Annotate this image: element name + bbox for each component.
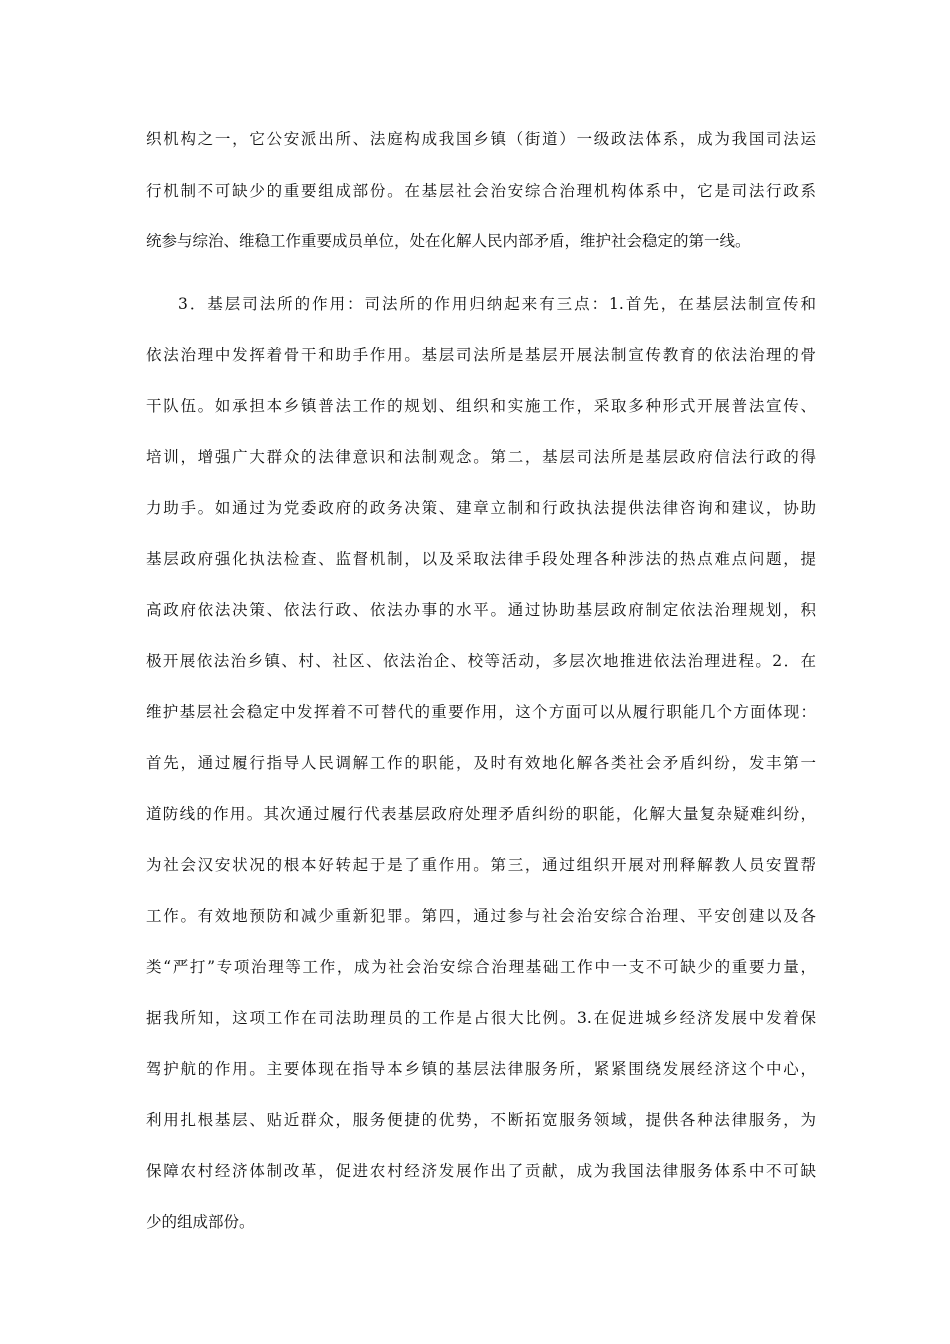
text-line: 高政府依法决策、依法行政、依法办事的水平。通过协助基层政府制定依法治理规划，积 bbox=[146, 601, 816, 619]
text-line: 培训，增强广大群众的法律意识和法制观念。第二，基层司法所是基层政府信法行政的得 bbox=[146, 448, 816, 466]
text-line: 维护基层社会稳定中发挥着不可替代的重要作用，这个方面可以从履行职能几个方面体现： bbox=[146, 703, 816, 721]
text-line: 行机制不可缺少的重要组成部份。在基层社会治安综合治理机构体系中，它是司法行政系 bbox=[146, 182, 816, 200]
text-line: 干队伍。如承担本乡镇普法工作的规划、组织和实施工作，采取多种形式开展普法宣传、 bbox=[146, 397, 816, 415]
text-line: 少的组成部份。 bbox=[146, 1213, 255, 1231]
text-line: 道防线的作用。其次通过履行代表基层政府处理矛盾纠纷的职能，化解大量复杂疑难纠纷， bbox=[146, 805, 816, 823]
text-line: 统参与综治、维稳工作重要成员单位，处在化解人民内部矛盾，维护社会稳定的第一线。 bbox=[146, 232, 751, 250]
text-line: 力助手。如通过为党委政府的政务决策、建章立制和行政执法提供法律咨询和建议，协助 bbox=[146, 499, 816, 517]
text-line: 极开展依法治乡镇、村、社区、依法治企、校等活动，多层次地推进依法治理进程。2．在 bbox=[146, 652, 816, 670]
text-line: 基层政府强化执法检查、监督机制，以及采取法律手段处理各种涉法的热点难点问题，提 bbox=[146, 550, 816, 568]
text-line: 利用扎根基层、贴近群众，服务便捷的优势，不断拓宽服务领域，提供各种法律服务，为 bbox=[146, 1111, 816, 1129]
text-line: 驾护航的作用。主要体现在指导本乡镇的基层法律服务所，紧紧围绕发展经济这个中心， bbox=[146, 1060, 816, 1078]
text-line: 工作。有效地预防和减少重新犯罪。第四，通过参与社会治安综合治理、平安创建以及各 bbox=[146, 907, 816, 925]
text-line: 据我所知，这项工作在司法助理员的工作是占很大比例。3.在促进城乡经济发展中发着保 bbox=[146, 1009, 816, 1027]
text-line: 类“严打”专项治理等工作，成为社会治安综合治理基础工作中一支不可缺少的重要力量， bbox=[146, 958, 816, 976]
text-line: 3．基层司法所的作用：司法所的作用归纳起来有三点：1.首先，在基层法制宣传和 bbox=[178, 295, 816, 313]
text-line: 保障农村经济体制改革，促进农村经济发展作出了贡献，成为我国法律服务体系中不可缺 bbox=[146, 1162, 816, 1180]
text-line: 首先，通过履行指导人民调解工作的职能，及时有效地化解各类社会矛盾纠纷，发丰第一 bbox=[146, 754, 816, 772]
text-line: 织机构之一，它公安派出所、法庭构成我国乡镇（街道）一级政法体系，成为我国司法运 bbox=[146, 130, 816, 148]
text-line: 依法治理中发挥着骨干和助手作用。基层司法所是基层开展法制宣传教育的依法治理的骨 bbox=[146, 346, 816, 364]
text-line: 为社会汉安状况的根本好转起于是了重作用。第三，通过组织开展对刑释解教人员安置帮 bbox=[146, 856, 816, 874]
